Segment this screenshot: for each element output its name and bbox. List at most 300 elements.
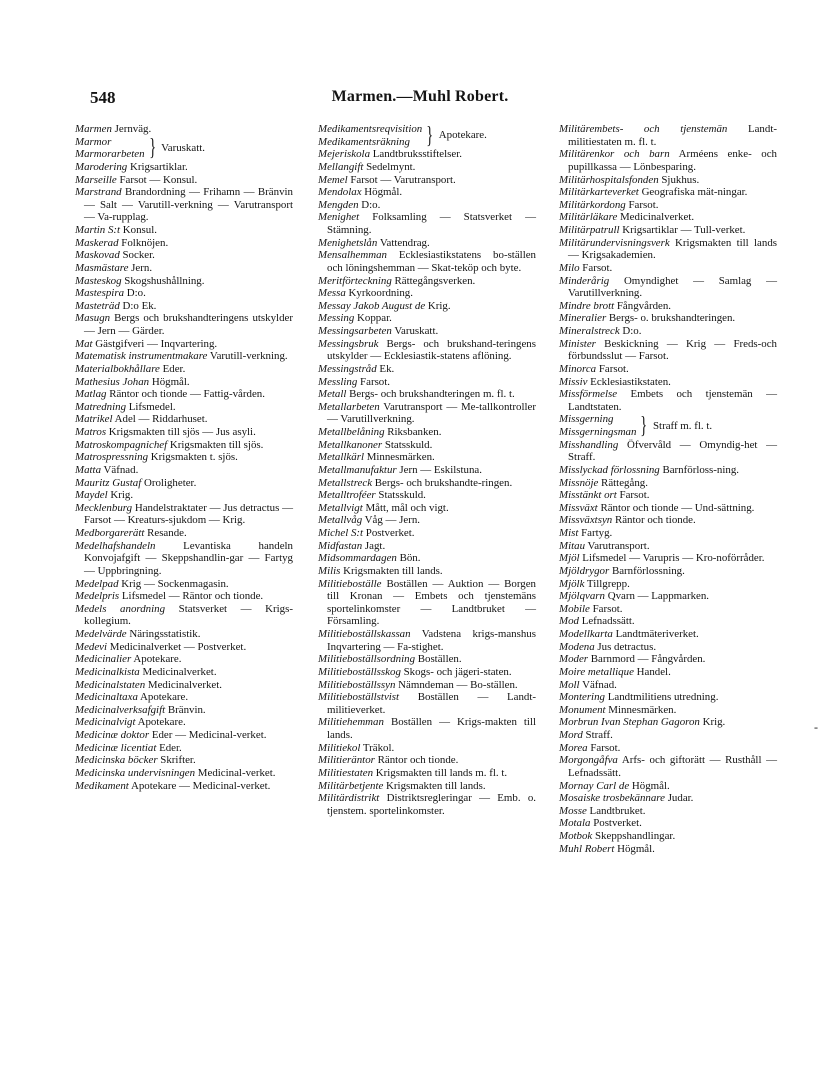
- entry-headword: Mendolax: [318, 186, 362, 199]
- index-entry: [75, 388, 293, 401]
- entry-reference: Rättegångsverken.: [391, 274, 476, 287]
- index-entry: [318, 780, 536, 793]
- index-entry: [75, 729, 293, 742]
- entry-reference: Landtbruksstiftelser.: [370, 148, 462, 161]
- index-entry: [75, 161, 293, 174]
- entry-reference: Skeppshandlingar.: [592, 830, 676, 842]
- entry-reference: Lifsmedel — Räntor och tionde.: [119, 590, 264, 603]
- entry-reference: Straff m. fl. t.: [652, 419, 713, 432]
- index-entry: [318, 426, 536, 439]
- index-entry: [318, 338, 536, 363]
- entry-headword: Metallarbeten: [318, 400, 380, 413]
- index-entry: [75, 716, 293, 729]
- entry-headword: Medicinæ doktor: [75, 729, 150, 741]
- index-entry: [559, 388, 777, 413]
- entry-reference: Krig.: [107, 489, 134, 502]
- bracket-entry: [75, 136, 293, 161]
- entry-headword: Morgongåfva: [559, 754, 618, 767]
- entry-reference: Bergs- och brukshandteringen m. fl. t.: [346, 388, 515, 401]
- index-entry: [75, 628, 293, 641]
- brace-icon: }: [148, 135, 156, 162]
- entry-headword: Masmästare: [75, 261, 129, 274]
- entry-headword: Militiehemman: [318, 716, 384, 729]
- entry-headword: Memel: [318, 173, 348, 186]
- entry-reference: Eder.: [156, 741, 182, 754]
- entry-headword: Messingstråd: [318, 362, 377, 375]
- entry-reference: Farsot.: [596, 362, 629, 375]
- index-entry: [75, 780, 293, 793]
- entry-reference: Näringsstatistik.: [126, 628, 201, 640]
- entry-headword: Mjöl: [559, 552, 580, 565]
- index-entry: [318, 237, 536, 250]
- index-entry: [75, 527, 293, 540]
- entry-headword: Medicinalkista: [75, 665, 140, 678]
- index-entry: [318, 477, 536, 490]
- index-entry: [318, 628, 536, 653]
- entry-reference: Barnförlossning.: [609, 564, 685, 577]
- entry-headword: Militieboställssyn: [318, 678, 396, 691]
- entry-reference: Arméens enke- och pupillkassa — Lönbesparing.: [568, 148, 777, 173]
- index-entry: [559, 174, 777, 187]
- entry-reference: Koppar.: [354, 312, 392, 325]
- entry-headword: Meritförteckning: [318, 274, 392, 287]
- index-entry: [318, 325, 536, 338]
- index-column-1: [75, 123, 293, 792]
- entry-reference: Farsot — Varutransport.: [347, 173, 456, 186]
- entry-headword: Matta: [75, 463, 102, 476]
- index-entry: [75, 363, 293, 376]
- entry-reference: Konsul.: [120, 224, 157, 236]
- index-entry: [318, 502, 536, 515]
- entry-headword: Maydel: [75, 489, 108, 502]
- entry-reference: Vattendrag.: [377, 236, 430, 249]
- entry-headword: Minorca: [559, 362, 597, 375]
- entry-headword: Mineralier: [559, 312, 607, 325]
- index-entry: [559, 477, 777, 490]
- entry-reference: Distriktsregleringar — Emb. o. tjenstem. sportelinkomster.: [327, 792, 536, 817]
- entry-reference: Lifsmedel.: [126, 400, 176, 413]
- entry-reference: Farsot.: [587, 741, 621, 754]
- entry-headword: Marmorarbeten: [75, 148, 145, 161]
- entry-reference: Jagt.: [362, 539, 386, 552]
- index-entry: [75, 413, 293, 426]
- entry-headword: Mist: [559, 527, 579, 539]
- entry-reference: Högmål.: [629, 779, 670, 792]
- entry-reference: Skogshushållning.: [121, 274, 205, 287]
- entry-headword: Milo: [559, 261, 580, 274]
- entry-headword: Metallvåg: [318, 514, 363, 527]
- index-entry: [559, 527, 777, 540]
- index-entry: [318, 376, 536, 389]
- index-entry: [559, 552, 777, 565]
- index-entry: [318, 679, 536, 692]
- entry-headword: Medikamentsräkning: [318, 135, 410, 148]
- entry-headword: Messingsarbeten: [318, 325, 392, 337]
- entry-headword: Metallbelåning: [318, 426, 385, 438]
- entry-headword: Mellangift: [318, 160, 364, 173]
- entry-headword: Medevi: [75, 640, 108, 653]
- index-entry: [318, 186, 536, 199]
- index-entry: [75, 691, 293, 704]
- index-entry: [559, 729, 777, 742]
- index-entry: [75, 426, 293, 439]
- index-entry: [318, 540, 536, 553]
- entry-headword: Maskovad: [75, 249, 120, 262]
- entry-headword: Metallkanoner: [318, 438, 383, 451]
- entry-headword: Medicinalverksafgift: [75, 703, 166, 716]
- entry-reference: Statsskuld.: [382, 438, 433, 451]
- entry-headword: Mejeriskola: [318, 148, 371, 161]
- margin-mark: -: [814, 720, 818, 734]
- entry-reference: Folksamling — Statsverket — Stämning.: [327, 211, 536, 236]
- entry-headword: Militärbetjente: [318, 779, 384, 792]
- index-entry: [318, 451, 536, 464]
- index-entry: [75, 174, 293, 187]
- index-entry: [318, 211, 536, 236]
- entry-reference: Väfnad.: [101, 463, 139, 476]
- entry-reference: Skrifter.: [157, 754, 196, 767]
- index-entry: [318, 742, 536, 755]
- index-entry: [75, 224, 293, 237]
- index-entry: [318, 148, 536, 161]
- entry-reference: Sedelmynt.: [363, 160, 416, 173]
- entry-headword: Menighet: [318, 211, 360, 224]
- entry-reference: Qvarn — Lappmarken.: [604, 590, 710, 603]
- entry-reference: Barnmord — Fångvården.: [588, 653, 706, 666]
- index-entry: [559, 312, 777, 325]
- entry-headword: Metallkärl: [318, 451, 364, 464]
- entry-headword: Messay Jakob August de: [318, 299, 426, 312]
- entry-headword: Medicinska undervisningen: [75, 766, 196, 779]
- entry-reference: Barnförloss-ning.: [659, 463, 739, 476]
- index-entry: [75, 350, 293, 363]
- index-entry: [559, 666, 777, 679]
- index-entry: [318, 666, 536, 679]
- entry-reference: Landtmäteriverket.: [612, 628, 699, 640]
- entry-reference: Arfs- och giftorätt — Rusthåll — Lefnadssätt.: [568, 754, 777, 779]
- entry-reference: Väfnad.: [579, 678, 617, 691]
- entry-reference: Fångvården.: [614, 299, 672, 312]
- index-entry: [559, 123, 777, 148]
- entry-reference: Ecklesiastikstaten.: [587, 375, 671, 388]
- entry-headword: Matrikel: [75, 413, 113, 426]
- entry-headword: Mat: [75, 337, 93, 350]
- entry-headword: Mjölk: [559, 577, 585, 590]
- entry-headword: Matlag: [75, 388, 107, 401]
- index-entry: [559, 716, 777, 729]
- entry-reference: Postverket.: [590, 817, 642, 830]
- index-entry: [318, 300, 536, 313]
- entry-headword: Militieboställskassan: [318, 628, 411, 640]
- index-entry: [559, 464, 777, 477]
- entry-headword: Mengden: [318, 198, 359, 211]
- entry-reference: Varuskatt.: [161, 141, 205, 154]
- entry-headword: Mathesius Johan: [75, 375, 150, 388]
- entry-reference: Bergs- och brukshandte-ringen.: [372, 476, 513, 489]
- index-entry: [75, 489, 293, 502]
- entry-headword: Medelhafshandeln: [75, 539, 156, 552]
- index-entry: [559, 262, 777, 275]
- entry-reference: Högmål.: [149, 375, 190, 388]
- entry-headword: Medicinalstaten: [75, 678, 146, 691]
- entry-headword: Milis: [318, 564, 341, 577]
- index-entry: [559, 363, 777, 376]
- index-entry: [559, 439, 777, 464]
- entry-reference: Lifsmedel — Varupris — Kro-noförråder.: [579, 552, 765, 565]
- entry-reference: Fartyg.: [578, 527, 613, 539]
- brace-icon: }: [640, 413, 648, 439]
- entry-headword: Mensalhemman: [318, 249, 387, 262]
- entry-reference: Krigsmakten till lands.: [383, 779, 486, 792]
- index-entry: [318, 552, 536, 565]
- entry-headword: Masugn: [75, 312, 111, 325]
- entry-reference: D:o.: [124, 287, 146, 300]
- entry-reference: Varutill-verkning.: [207, 350, 288, 363]
- entry-reference: Medicinalverket.: [145, 678, 222, 691]
- index-entry: [559, 704, 777, 717]
- entry-reference: Varuskatt.: [391, 325, 439, 337]
- entry-reference: Bön.: [396, 552, 421, 565]
- entry-reference: Räntor och tionde — Fattig-vården.: [106, 388, 265, 401]
- index-entry: [559, 565, 777, 578]
- entry-headword: Medicinalier: [75, 653, 132, 666]
- index-entry: [318, 565, 536, 578]
- entry-headword: Masteträd: [75, 299, 120, 312]
- entry-reference: Apotekare — Medicinal-verket.: [128, 779, 271, 792]
- index-entry: [559, 211, 777, 224]
- entry-headword: Metalltroféer: [318, 489, 376, 502]
- index-entry: [318, 489, 536, 502]
- entry-headword: Modellkarta: [559, 628, 613, 640]
- entry-reference: Jus detractus.: [594, 640, 657, 653]
- index-column-2: [318, 123, 536, 817]
- index-entry: [318, 363, 536, 376]
- index-entry: [559, 615, 777, 628]
- index-entry: [75, 401, 293, 414]
- entry-headword: Mobile: [559, 602, 590, 615]
- entry-reference: Boställen.: [415, 653, 462, 666]
- entry-headword: Misshandling: [559, 438, 619, 451]
- entry-headword: Mecklenburg: [75, 501, 133, 514]
- entry-reference: Räntor och tionde.: [612, 514, 696, 527]
- index-entry: [75, 767, 293, 780]
- entry-headword: Matematisk instrumentmakare: [75, 350, 208, 363]
- entry-headword: Militiekol: [318, 741, 361, 754]
- index-entry: [75, 653, 293, 666]
- index-entry: [559, 603, 777, 616]
- index-entry: [559, 843, 777, 856]
- index-entry: [318, 792, 536, 817]
- entry-reference: Straff.: [582, 729, 613, 741]
- entry-reference: Skogs- och jägeri-staten.: [400, 665, 512, 678]
- index-entry: [75, 275, 293, 288]
- index-entry: [559, 578, 777, 591]
- index-entry: [75, 186, 293, 224]
- index-entry: [75, 477, 293, 490]
- entry-reference: Riksbanken.: [384, 426, 442, 438]
- index-entry: [559, 792, 777, 805]
- entry-headword: Mastespira: [75, 287, 125, 300]
- entry-reference: Mått, mål och vigt.: [362, 501, 449, 514]
- entry-reference: Krigsmakten till sjös.: [167, 438, 264, 451]
- index-entry: [559, 641, 777, 654]
- entry-reference: Statsverket — Krigs-kollegium.: [84, 602, 293, 628]
- entry-reference: Minnesmärken.: [363, 451, 435, 464]
- entry-headword: Messing: [318, 312, 355, 325]
- entry-headword: Morbrun Ivan Stephan Gagoron: [559, 716, 700, 729]
- entry-headword: Midsommardagen: [318, 552, 397, 565]
- brace-icon: }: [426, 122, 434, 149]
- entry-headword: Marmen: [75, 123, 112, 135]
- entry-headword: Medikament: [75, 779, 129, 792]
- entry-headword: Martin S:t: [75, 224, 121, 236]
- index-entry: [318, 439, 536, 452]
- entry-headword: Messling: [318, 375, 358, 388]
- index-entry: [559, 376, 777, 389]
- entry-reference: Bergs och brukshandteringens utskylder — Jern — Gärder.: [84, 312, 293, 337]
- index-entry: [559, 338, 777, 363]
- entry-reference: Levantiska handeln Konvojafgift — Skeppshandlin-gar — Fartyg — Uppbringning.: [84, 539, 293, 577]
- index-entry: [318, 514, 536, 527]
- entry-reference: Nämndeman — Bo-ställen.: [395, 678, 518, 691]
- entry-reference: Farsot — Konsul.: [116, 173, 198, 186]
- entry-reference: Jern.: [128, 261, 153, 274]
- entry-headword: Missförmelse: [559, 388, 618, 401]
- entry-reference: D:o.: [619, 325, 642, 337]
- entry-reference: Brandordning — Frihamn — Bränvin — Salt — Varutill-verkning — Varutransport — Va-rupplag.: [84, 186, 293, 224]
- index-entry: [318, 578, 536, 629]
- entry-headword: Medicinaltaxa: [75, 691, 138, 704]
- index-entry: [559, 590, 777, 603]
- index-entry: [75, 641, 293, 654]
- entry-headword: Moder: [559, 653, 589, 666]
- entry-headword: Maskerad: [75, 236, 119, 249]
- index-entry: [75, 338, 293, 351]
- entry-reference: Landtbruket.: [586, 804, 646, 817]
- entry-headword: Militärläkare: [559, 211, 618, 224]
- index-entry: [559, 653, 777, 666]
- entry-headword: Marseille: [75, 173, 117, 186]
- index-entry: [75, 287, 293, 300]
- entry-headword: Messingsbruk: [318, 337, 379, 350]
- entry-headword: Militärkordong: [559, 198, 626, 211]
- index-entry: [318, 312, 536, 325]
- index-entry: [318, 527, 536, 540]
- entry-reference: Postverket.: [363, 527, 415, 539]
- entry-headword: Matroskompagnichef: [75, 438, 168, 451]
- index-column-3: [559, 123, 777, 855]
- entry-headword: Missnöje: [559, 476, 599, 489]
- entry-reference: Krigsmakten till lands m. fl. t.: [373, 766, 508, 779]
- index-entry: [75, 679, 293, 692]
- index-entry: [75, 590, 293, 603]
- index-entry: [318, 249, 536, 274]
- entry-reference: Farsot.: [616, 489, 650, 502]
- page-number: 548: [90, 88, 116, 107]
- entry-reference: Minnesmärken.: [605, 703, 677, 716]
- entry-reference: Gästgifveri — Inqvartering.: [92, 337, 218, 350]
- index-entry: [318, 401, 536, 426]
- entry-headword: Medicinska böcker: [75, 754, 158, 767]
- entry-headword: Matredning: [75, 400, 127, 413]
- index-entry: [559, 502, 777, 515]
- index-entry: [75, 237, 293, 250]
- index-entry: [559, 325, 777, 338]
- index-entry: [559, 300, 777, 313]
- index-entry: [75, 666, 293, 679]
- index-entry: [75, 704, 293, 717]
- entry-reference: Farsot.: [357, 375, 391, 388]
- entry-reference: Krigsartiklar.: [127, 160, 188, 173]
- entry-headword: Moire metallique: [559, 665, 634, 678]
- entry-headword: Metall: [318, 388, 347, 401]
- index-entry: [75, 376, 293, 389]
- entry-headword: Montering: [559, 691, 605, 704]
- entry-reference: Statsskuld.: [375, 489, 426, 502]
- entry-headword: Menighetslån: [318, 236, 378, 249]
- entry-reference: Krigsartiklar — Tull-verket.: [619, 224, 746, 236]
- entry-headword: Missgerning: [559, 413, 614, 426]
- entry-headword: Missväxtsyn: [559, 514, 613, 527]
- entry-reference: Kyrkoordning.: [345, 287, 413, 300]
- entry-reference: D:o.: [358, 198, 381, 211]
- entry-headword: Matros: [75, 426, 107, 438]
- entry-headword: Morea: [559, 741, 588, 754]
- index-entry: [318, 464, 536, 477]
- index-entry: [75, 540, 293, 578]
- index-entry: [75, 578, 293, 591]
- index-entry: [559, 742, 777, 755]
- index-entry: [559, 148, 777, 173]
- entry-headword: Minderårig: [559, 274, 610, 287]
- entry-reference: Bergs- och brukshand-teringens utskylder — Ecklesiastik-statens aflöning.: [327, 337, 536, 363]
- entry-headword: Matrospressning: [75, 451, 149, 464]
- entry-reference: Sjukhus.: [658, 173, 700, 186]
- entry-headword: Militärpatrull: [559, 224, 620, 236]
- index-entry: [318, 161, 536, 174]
- entry-reference: Högmål.: [361, 186, 403, 199]
- entry-reference: Handelstraktater — Jus detractus — Farsot — Kreaturs-sjukdom — Krig.: [84, 501, 293, 527]
- index-entry: [318, 754, 536, 767]
- index-entry: [559, 805, 777, 818]
- entry-reference: Landt-militiestaten m. fl. t.: [568, 123, 777, 148]
- entry-headword: Mosse: [559, 804, 587, 817]
- bracket-entry: [318, 123, 536, 148]
- index-entry: [559, 830, 777, 843]
- entry-reference: Handel.: [633, 665, 671, 678]
- entry-headword: Motala: [559, 817, 591, 830]
- entry-reference: Judar.: [664, 792, 694, 805]
- entry-headword: Medelvärde: [75, 628, 127, 640]
- entry-headword: Mitau: [559, 539, 586, 552]
- index-entry: [318, 275, 536, 288]
- entry-reference: Boställen — Krigs-makten till lands.: [327, 716, 536, 741]
- entry-reference: Folknöjen.: [118, 236, 169, 249]
- entry-headword: Mosaiske trosbekännare: [559, 792, 665, 805]
- entry-headword: Militärhospitalsfonden: [559, 173, 659, 186]
- entry-headword: Medikamentsreqvisition: [318, 123, 423, 135]
- entry-reference: Medicinalverket.: [617, 211, 695, 224]
- index-entry: [75, 464, 293, 477]
- running-head: Marmen.—Muhl Robert.: [331, 88, 509, 105]
- entry-headword: Medelpad: [75, 577, 119, 590]
- index-entry: [559, 691, 777, 704]
- entry-reference: Högmål.: [614, 842, 655, 855]
- index-entry: [559, 679, 777, 692]
- entry-reference: Krig.: [425, 299, 451, 312]
- entry-headword: Medelpris: [75, 590, 120, 603]
- entry-reference: Farsot.: [589, 602, 623, 615]
